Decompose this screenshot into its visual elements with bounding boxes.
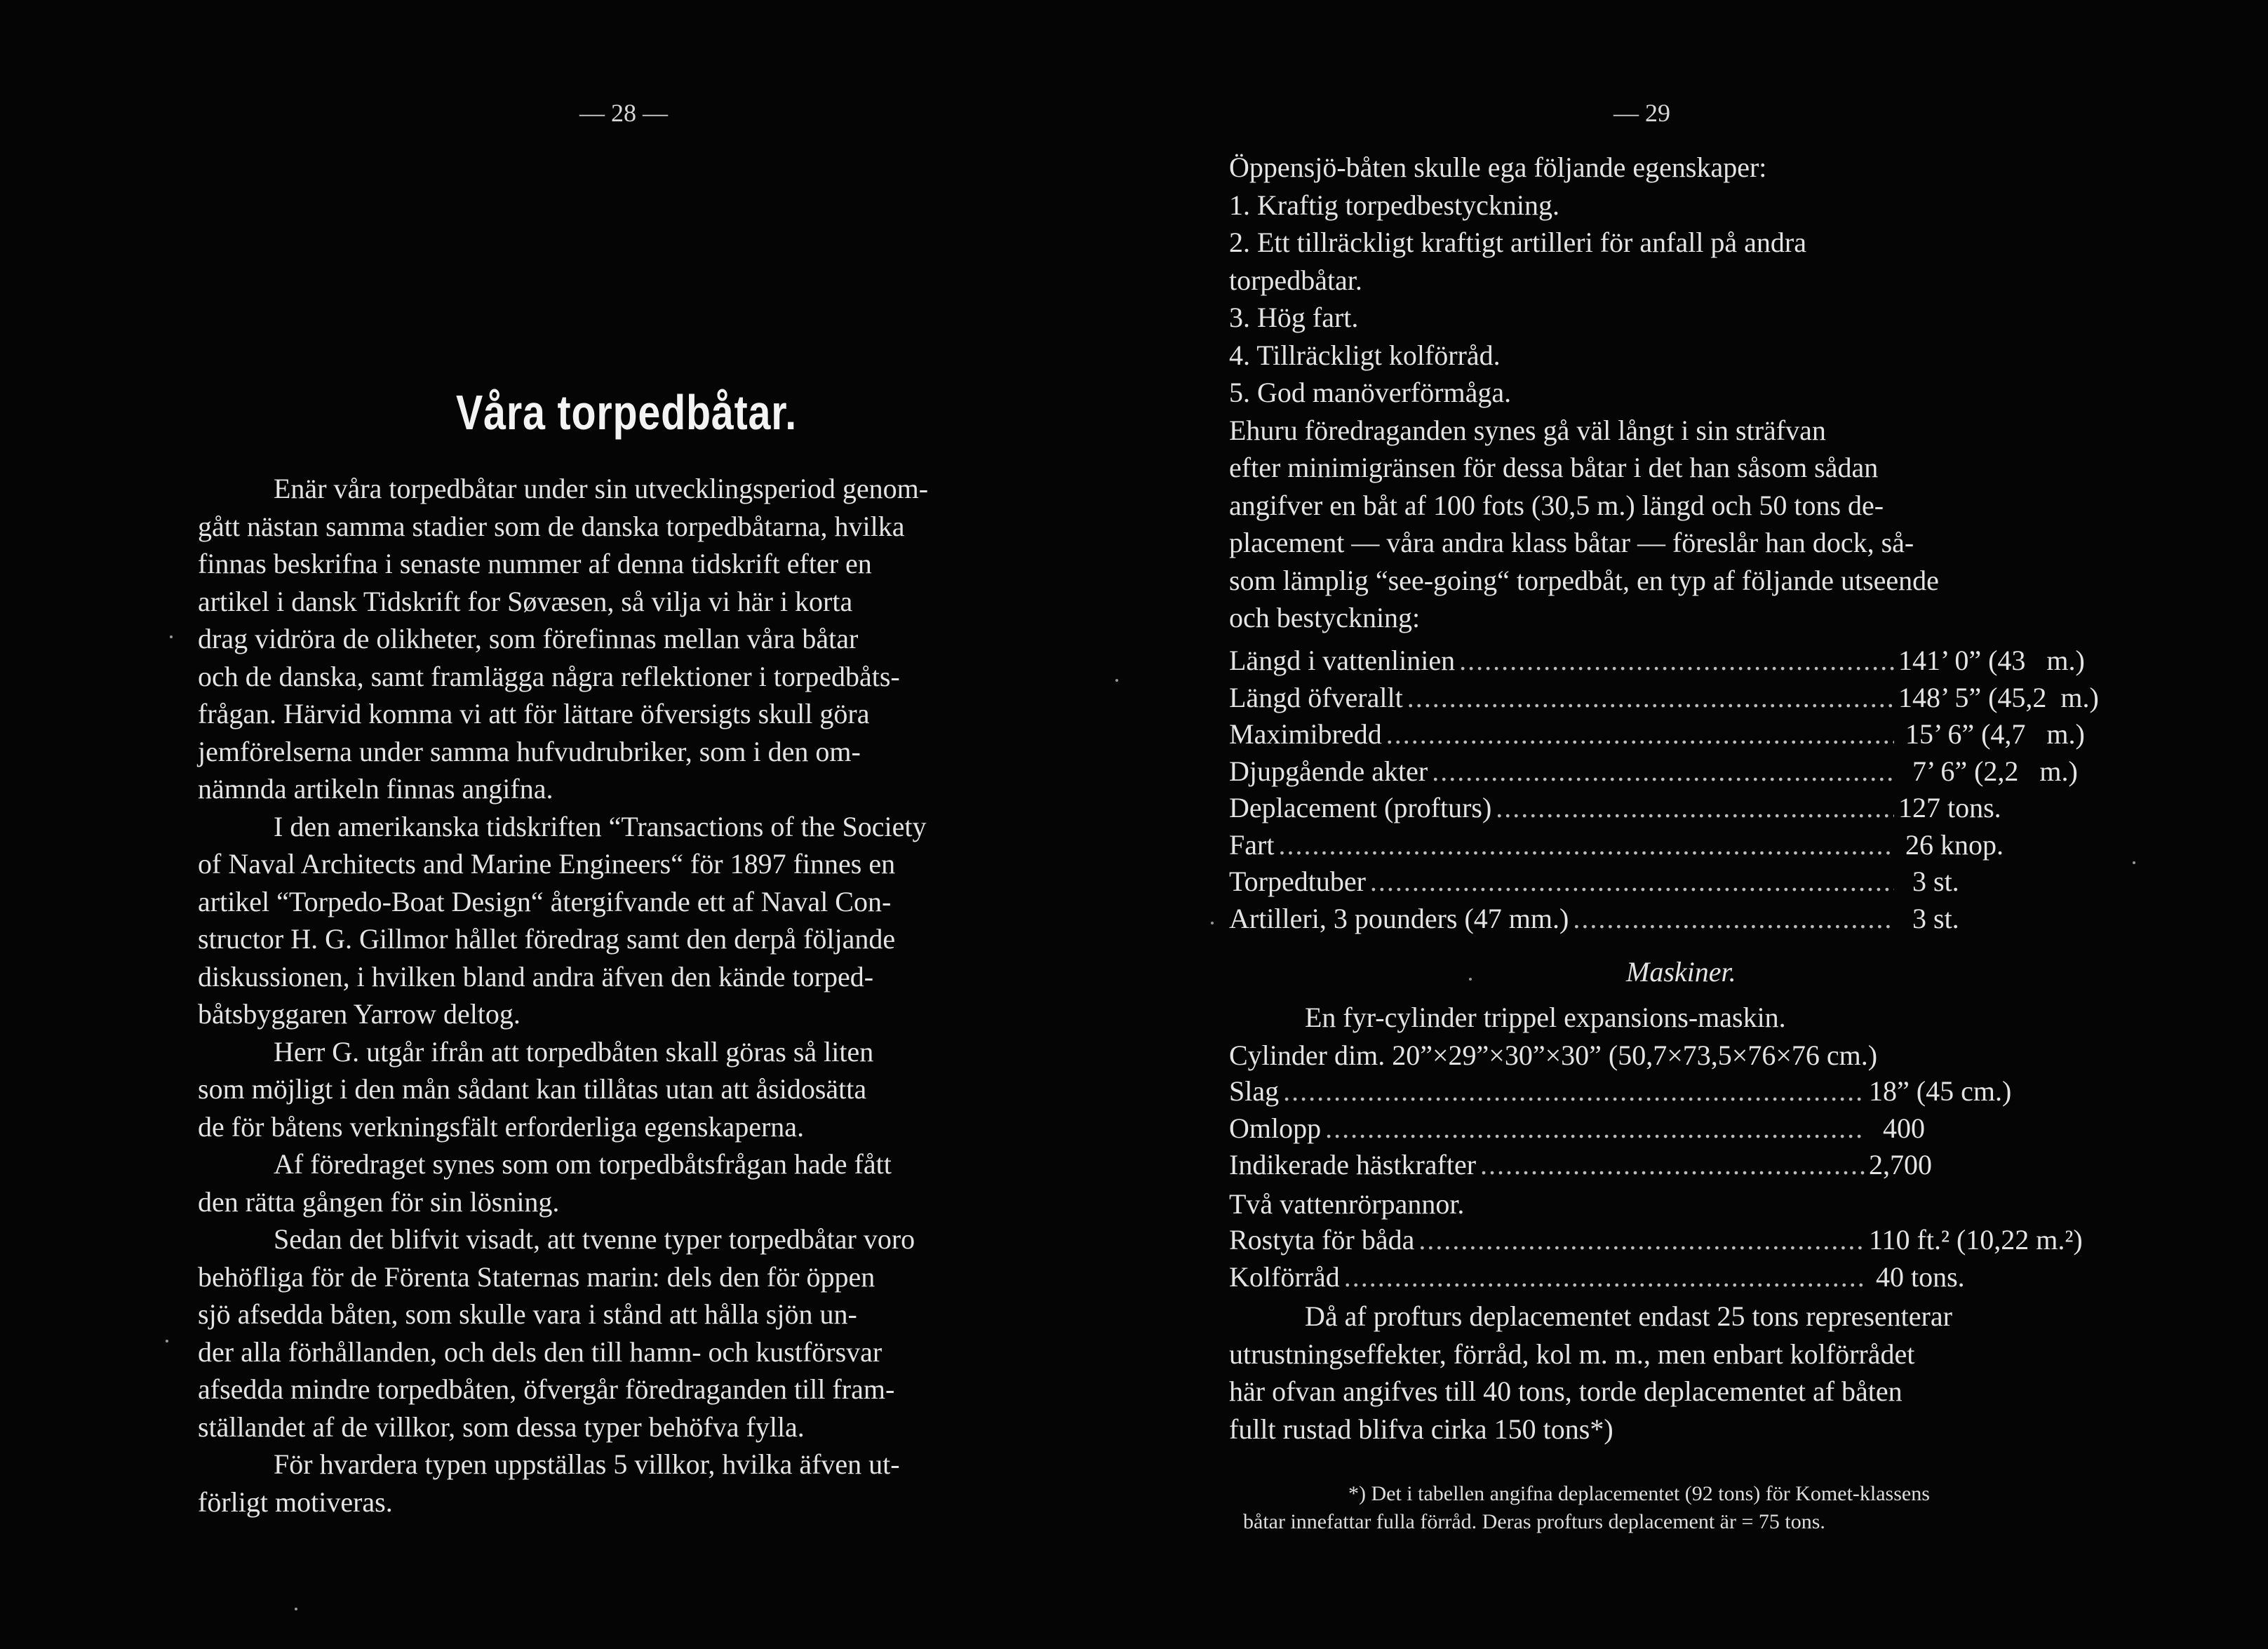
intro-line: Öppensjö-båten skulle ega följande egenskaper: — [1229, 152, 1767, 183]
body-line: artikel “Torpedo-Boat Design“ återgifvande ett af Naval Con- — [198, 885, 892, 917]
body-line: som möjligt i den mån sådant kan tillåtas utan att åsidosätta — [198, 1073, 867, 1105]
spec-value: 148’ 5” (45,2 m.) — [1898, 681, 2099, 713]
spec-value: 7’ 6” (2,2 m.) — [1898, 755, 2078, 787]
body-line: Sedan det blifvit visadt, att tvenne typer torpedbåtar voro — [274, 1223, 915, 1255]
para-line: Ehuru föredraganden synes gå väl långt i sin sträfvan — [1229, 414, 1826, 446]
spec-label: Omlopp — [1229, 1112, 1322, 1144]
scan-speck — [295, 1608, 297, 1610]
spec-label: Deplacement (profturs) — [1229, 792, 1492, 823]
body-line: of Naval Architects and Marine Engineers“ för 1897 finnes en — [198, 848, 896, 880]
leader-dots — [1573, 902, 1894, 935]
machinery-intro — [1229, 999, 2178, 1074]
footnote — [1229, 1480, 2178, 1536]
closing-line: utrustningseffekter, förråd, kol m. m., men enbart kolförrådet — [1229, 1338, 1915, 1370]
scan-speck — [1211, 922, 1214, 924]
spec-value: 2,700 — [1869, 1149, 1932, 1180]
para-line: placement — våra andra klass båtar — föreslår han dock, så- — [1229, 527, 1914, 558]
leader-dots — [1278, 828, 1894, 861]
spec-table — [1229, 644, 2178, 938]
spec-row — [1229, 1260, 2178, 1298]
leader-dots — [1283, 1075, 1865, 1108]
scan-speck — [2133, 861, 2135, 864]
leader-dots — [1432, 755, 1894, 788]
para-line: efter minimigränsen för dessa båtar i det han såsom sådan — [1229, 452, 1879, 483]
leader-dots — [1370, 865, 1894, 898]
leader-dots — [1418, 1223, 1865, 1256]
spec-row — [1229, 791, 2178, 828]
spec-row — [1229, 644, 2178, 681]
body-line: förligt motiveras. — [198, 1486, 393, 1518]
scan-speck — [1469, 978, 1472, 981]
body-line: sjö afsedda båten, som skulle vara i stånd att hålla sjön un- — [198, 1298, 857, 1330]
left-body — [198, 470, 1065, 1521]
spec-label: Torpedtuber — [1229, 866, 1366, 897]
closing-block — [1229, 1298, 2178, 1448]
body-line: drag vidröra de olikheter, som förefinnas mellan våra båtar — [198, 623, 859, 654]
page-number-right: — 29 — [1613, 99, 1670, 127]
spec-value: 18” (45 cm.) — [1869, 1075, 2012, 1107]
body-line: Herr G. utgår ifrån att torpedbåten skall göras så liten — [274, 1035, 874, 1068]
spec-label: Kolförråd — [1229, 1260, 1340, 1293]
scan-speck — [170, 635, 173, 638]
spec-value: 15’ 6” (4,7 m.) — [1898, 718, 2085, 750]
para-line: angifver en båt af 100 fots (30,5 m.) längd och 50 tons de- — [1229, 489, 1884, 521]
list-item-4: 4. Tillräckligt kolförråd. — [1229, 339, 1501, 371]
closing-line: Då af profturs deplacementet endast 25 tons representerar — [1305, 1300, 1952, 1332]
list-item-5: 5. God manöverförmåga. — [1229, 377, 1512, 408]
leader-dots — [1407, 681, 1894, 714]
leader-dots — [1325, 1112, 1865, 1145]
body-line: den rätta gången för sin lösning. — [198, 1185, 560, 1218]
body-line: Af föredraget synes som om torpedbåtsfrågan hade fått — [274, 1148, 892, 1180]
body-line: jemförelserna under samma hufvudrubriker, som i den om- — [198, 735, 861, 767]
spec-row — [1229, 902, 2178, 939]
leader-dots — [1459, 644, 1894, 677]
spec-row — [1229, 1223, 2178, 1260]
spec-value: 141’ 0” (43 m.) — [1898, 645, 2085, 676]
closing-line: här ofvan angifves till 40 tons, torde deplacementet af båten — [1229, 1375, 1903, 1407]
body-line: finnas beskrifna i senaste nummer af denna tidskrift efter en — [198, 548, 872, 579]
spec-row — [1229, 1112, 2178, 1149]
spec-label: Artilleri, 3 pounders (47 mm.) — [1229, 902, 1569, 934]
footnote-line-2: båtar innefattar fulla förråd. Deras profturs deplacement är = 75 tons. — [1243, 1510, 1825, 1533]
body-line: frågan. Härvid komma vi att för lättare öfversigts skull göra — [198, 698, 870, 729]
machinery-heading: Maskiner. — [1626, 956, 1736, 988]
body-line: der alla förhållanden, och dels den till hamn- och kustförsvar — [198, 1335, 883, 1368]
body-line: För hvardera typen uppställas 5 villkor, hvilka äfven ut- — [274, 1448, 900, 1480]
spec-row — [1229, 755, 2178, 792]
body-line: artikel i dansk Tidskrift for Søvæsen, så vilja vi här i korta — [198, 585, 853, 617]
machinery-intro-line: En fyr-cylinder trippel expansions-maskin. — [1305, 1002, 1786, 1033]
right-intro-block — [1229, 149, 2178, 637]
right-page — [1134, 0, 2268, 1649]
footnote-line-1: *) Det i tabellen angifna deplacementet (92 tons) för Komet-klassens — [1348, 1482, 1930, 1505]
body-line: nämnda artikeln finnas angifna. — [198, 773, 553, 805]
spec-row — [1229, 718, 2178, 755]
body-line: afsedda mindre torpedbåten, öfvergår föredraganden till fram- — [198, 1373, 895, 1405]
boilers-line: Två vattenrörpannor. — [1229, 1188, 1465, 1220]
body-line: structor H. G. Gillmor hållet föredrag samt den derpå följande — [198, 923, 896, 955]
closing-line: fullt rustad blifva cirka 150 tons*) — [1229, 1413, 1613, 1445]
spec-label: Maximibredd — [1229, 718, 1382, 750]
body-line: de för båtens verkningsfält erforderliga egenskaperna. — [198, 1110, 805, 1143]
leader-dots — [1344, 1260, 1865, 1293]
spec-value: 127 tons. — [1898, 792, 2001, 823]
list-item-2: 2. Ett tillräckligt kraftigt artilleri för anfall på andra — [1229, 227, 1807, 258]
spec-row — [1229, 828, 2178, 866]
scan-speck — [166, 1340, 168, 1342]
leader-dots — [1496, 791, 1894, 824]
spec-label: Rostyta för båda — [1229, 1224, 1415, 1256]
list-item-2-cont: torpedbåtar. — [1229, 264, 1362, 296]
body-line: behöfliga för de Förenta Staternas marin: dels den för öppen — [198, 1260, 875, 1293]
leader-dots — [1480, 1148, 1865, 1181]
spec-value: 110 ft.² (10,22 m.²) — [1869, 1224, 2083, 1256]
spec-label: Slag — [1229, 1075, 1280, 1107]
spec-value: 400 — [1869, 1112, 1925, 1144]
spec-value: 3 st. — [1898, 902, 1959, 934]
body-line: gått nästan samma stadier som de danska torpedbåtarna, hvilka — [198, 510, 905, 542]
boilers-block — [1229, 1185, 2178, 1223]
cylinder-line: Cylinder dim. 20”×29”×30”×30” (50,7×73,5×76×76 cm.) — [1229, 1039, 1878, 1071]
body-line: och de danska, samt framlägga några reflektioner i torpedbåts- — [198, 660, 900, 692]
para-line: som lämplig “see-going“ torpedbåt, en typ af följande utseende — [1229, 564, 1939, 596]
spec-label: Längd i vattenlinien — [1229, 645, 1456, 676]
spec-value: 40 tons. — [1869, 1260, 1965, 1293]
spec-label: Längd öfverallt — [1229, 681, 1403, 713]
spec-value: 26 knop. — [1898, 828, 2004, 861]
leader-dots — [1386, 718, 1894, 751]
spec-row — [1229, 681, 2178, 718]
page-number-left: — 28 — — [579, 99, 668, 127]
spec-label: Indikerade hästkrafter — [1229, 1149, 1477, 1180]
spec-row — [1229, 1148, 2178, 1185]
spec-row — [1229, 865, 2178, 902]
list-item-1: 1. Kraftig torpedbestyckning. — [1229, 189, 1559, 221]
machinery-table-2 — [1229, 1223, 2178, 1297]
body-line: Enär våra torpedbåtar under sin utvecklingsperiod genom- — [274, 473, 929, 504]
para-line: och bestyckning: — [1229, 602, 1421, 633]
machinery-table — [1229, 1075, 2178, 1185]
scan-speck — [1115, 679, 1118, 682]
body-line: I den amerikanska tidskriften “Transactions of the Society — [274, 810, 927, 842]
spec-row — [1229, 1075, 2178, 1112]
body-line: diskussionen, i hvilken bland andra äfven den kände torped- — [198, 960, 874, 992]
body-line: ställandet af de villkor, som dessa typer behöfva fylla. — [198, 1411, 805, 1443]
spec-label: Fart — [1229, 828, 1275, 861]
spec-label: Djupgående akter — [1229, 755, 1428, 787]
body-line: båtsbyggaren Yarrow deltog. — [198, 998, 521, 1030]
article-title: Våra torpedbåtar. — [456, 385, 798, 440]
list-item-3: 3. Hög fart. — [1229, 302, 1359, 333]
spec-value: 3 st. — [1898, 866, 1959, 897]
